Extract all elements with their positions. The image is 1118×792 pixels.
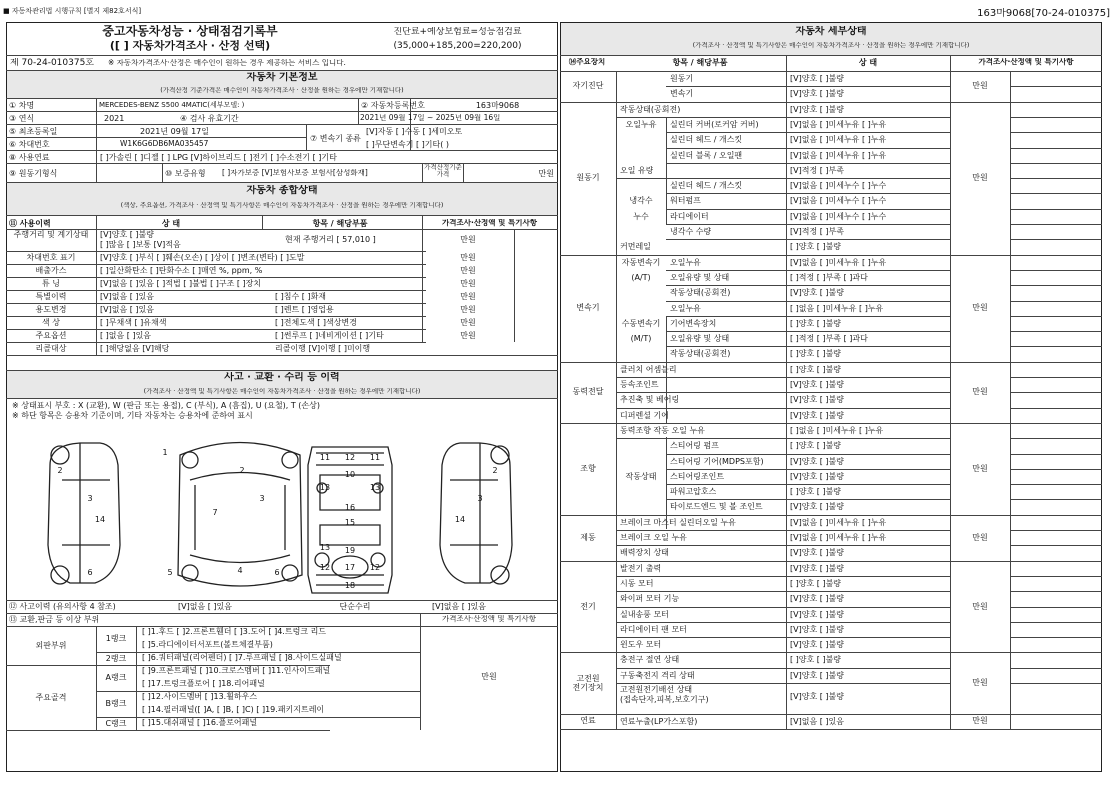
frame-item: [ ]6.쿼터패널(리어펜더) [ ]7.루프패널 [ ]8.사이드실패널 — [142, 653, 342, 662]
detail-status: [V]없음 [ ]미세누유 [ ]누유 — [790, 517, 887, 527]
detail-group-name: 원동기 — [576, 173, 600, 183]
frame-rank: C랭크 — [105, 718, 127, 728]
detail-group-name: 고전원 전기장치 — [572, 674, 604, 693]
detail-status: [ ]양호 [ ]불량 — [790, 578, 842, 588]
detail-item: 윈도우 모터 — [620, 640, 662, 650]
total-row-price: 만원 — [460, 266, 476, 275]
diagram-part-label: 12 — [319, 563, 331, 572]
detail-group-name: 동력전달 — [572, 387, 604, 397]
detail-item: 브레이크 마스터 실린더오일 누유 — [620, 517, 736, 527]
detail-sub-group: (A/T) — [631, 272, 651, 282]
detail-status: [ ]양호 [ ]불량 — [790, 655, 842, 665]
detail-group-price: 만원 — [972, 678, 988, 687]
total-row-price: 만원 — [460, 331, 476, 340]
diagram-part-label: 12 — [344, 453, 356, 462]
detail-status: [V]없음 [ ]미세누유 [ ]누유 — [790, 119, 887, 129]
total-row-item: [ ]썬루프 [ ]네비게이션 [ ]기타 — [275, 331, 384, 340]
fee-amounts: (35,000+185,200=220,200) — [393, 41, 522, 51]
detail-status: [V]양호 [ ]불량 — [790, 563, 844, 573]
base-price-label: 가격산정기준가격 — [424, 164, 462, 179]
diagram-part-label: 2 — [239, 466, 245, 475]
total-status-title: 자동차 종합상태 — [246, 185, 318, 196]
detail-item: 발전기 출력 — [620, 563, 662, 573]
detail-sub-group: 오일누유 — [625, 119, 657, 129]
total-head-price: 가격조사·산정액 및 특기사항 — [441, 219, 537, 227]
total-row-status-b: [ ]많음 [ ]보통 [V]적음 — [100, 240, 181, 249]
detail-status: [V]양호 [ ]불량 — [790, 502, 844, 512]
diagram-part-label: 11 — [319, 453, 331, 462]
frame-head-label: ⑬ 교환,판금 등 이상 부위 — [9, 615, 100, 624]
diagram-part-label: 15 — [344, 518, 356, 527]
first-reg-value: 2021년 09월 17일 — [140, 127, 209, 136]
frame-group-label: 주요골격 — [35, 692, 67, 702]
fee-formula: 진단료+예상보험료=성능점검료 — [393, 27, 522, 37]
detail-sub-group: (M/T) — [630, 334, 652, 344]
detail-item: 동력조향 작동 오일 누유 — [620, 425, 705, 435]
frame-item: [ ]14.필러패널([ ]A, [ ]B, [ ]C) [ ]19.패키지트레이 — [142, 705, 325, 714]
detail-item: 배력장치 상태 — [620, 548, 669, 558]
diagram-part-label: 5 — [167, 568, 173, 577]
model-year-label: ③ 연식 — [9, 114, 35, 123]
detail-status: [V]없음 [ ]미세누유 [ ]누유 — [790, 150, 887, 160]
frame-rank: 2랭크 — [105, 653, 127, 663]
detail-status: [V]양호 [ ]불량 — [790, 395, 844, 405]
detail-group-name: 제동 — [580, 532, 596, 542]
accident-history-label: ⑫ 사고이력 (유의사항 4 참조) — [9, 602, 116, 611]
detail-item: 작동상태(공회전) — [670, 349, 731, 359]
total-row-status: [ ]없음 [ ]있음 — [100, 331, 152, 340]
total-row-status: [V]없음 [ ]있음 [ ]적법 [ ]불법 [ ]구조 [ ]장치 — [100, 279, 262, 288]
frame-price: 만원 — [481, 672, 497, 681]
frame-item: [ ]17.트렁크플로어 [ ]18.리어패널 — [142, 679, 265, 688]
detail-status: [ ]양호 [ ]불량 — [790, 487, 842, 497]
warranty-options: [ ]자가보증 [V]보험사보증 보험사[삼성화재] — [222, 169, 368, 177]
detail-item: 워터펌프 — [670, 196, 701, 206]
total-head-history: ⑪ 사용이력 — [9, 219, 51, 228]
detail-status: [ ]양호 [ ]불량 — [790, 318, 842, 328]
total-row-item: [ ]침수 [ ]화재 — [275, 292, 327, 301]
detail-sub-group: 작동상태 — [625, 471, 657, 481]
detail-status: [V]양호 [ ]불량 — [790, 456, 844, 466]
detail-group-name: 변속기 — [576, 303, 600, 313]
detail-status: [V]양호 [ ]불량 — [790, 104, 844, 114]
detail-head-device: ⑭주요장치 — [568, 58, 606, 66]
base-price-unit: 만원 — [538, 169, 554, 178]
basic-info-title: 자동차 기본정보 — [246, 72, 318, 83]
diagram-part-label: 16 — [344, 503, 356, 512]
total-row-price: 만원 — [460, 253, 476, 262]
total-row-status: [ ]무채색 [ ]유채색 — [100, 318, 167, 327]
car-name-label: ① 차명 — [9, 101, 35, 110]
total-row-item: [ ]렌트 [ ]영업용 — [275, 305, 334, 314]
total-row-label: 주요옵션 — [35, 331, 67, 340]
total-row-label: 주행거리 및 계기상태 — [13, 230, 89, 239]
detail-item: 냉각수 수량 — [670, 227, 712, 236]
detail-item: 오일 유량 — [620, 165, 654, 175]
detail-status: [V]없음 [ ]미세누수 [ ]누수 — [790, 181, 887, 191]
total-row-item: 현재 주행거리 [ 57,010 ] — [285, 235, 376, 244]
detail-item: 커먼레일 — [620, 242, 651, 252]
detail-status: [V]양호 [ ]불량 — [790, 89, 844, 99]
diagram-part-label: 13 — [319, 483, 331, 492]
detail-status: [ ]양호 [ ]불량 — [790, 364, 842, 374]
inspection-period-value: 2021년 09월 17일 ~ 2025년 09월 16일 — [360, 114, 501, 122]
detail-head-status: 상 태 — [858, 58, 878, 67]
detail-item: 작동상태(공회전) — [620, 104, 681, 114]
detail-status: [V]적정 [ ]부족 — [790, 165, 844, 175]
total-row-status: [ ]해당없음 [V]해당 — [100, 344, 170, 353]
total-row-price: 만원 — [460, 279, 476, 288]
diagram-part-label: 10 — [344, 470, 356, 479]
detail-status: [V]양호 [ ]불량 — [790, 640, 844, 650]
detail-item: 실린더 헤드 / 개스킷 — [670, 181, 743, 191]
form-subtitle: ([ ] 자동차가격조사 · 산정 선택) — [109, 40, 271, 52]
total-row-label: 차대번호 표기 — [26, 253, 76, 262]
detail-item: 파워고압호스 — [670, 487, 717, 497]
basic-info-subtitle: (가격산정 기준가격은 매수인이 자동차가격조사 · 산정을 원하는 경우에만 기재합니다) — [160, 87, 404, 94]
diagram-part-label: 2 — [57, 466, 63, 475]
frame-rank: B랭크 — [105, 699, 127, 708]
detail-item: 라디에이터 팬 모터 — [620, 624, 687, 634]
detail-item: 실린더 헤드 / 개스킷 — [670, 135, 743, 145]
diagram-part-label: 1 — [162, 448, 168, 457]
accident-subtitle: (가격조사 · 산정액 및 특기사항은 매수인이 자동차가격조사 · 산정을 원하는 경우에만 기재합니다) — [143, 388, 421, 395]
frame-rank: A랭크 — [105, 673, 127, 682]
detail-status: [ ]적정 [ ]부족 [ ]과다 — [790, 334, 868, 344]
detail-item: 고전원전기배선 상태 (접속단자,피복,보호기구) — [620, 685, 709, 704]
accident-note-1: ※ 상태표시 부호 : X (교환), W (판금 또는 용접), C (부식), A (흠집), U (요철), T (손상) — [12, 401, 321, 410]
total-status-subtitle: (색상, 주요옵션, 가격조사 · 산정액 및 특기사항은 매수인이 자동차가격조사 · 산정을 원하는 경우에만 기재합니다) — [120, 202, 444, 209]
detail-sub-group: 누수 — [633, 211, 649, 221]
diagram-part-label: 4 — [237, 566, 243, 575]
car-body-diagram — [40, 425, 520, 600]
detail-group-price: 만원 — [972, 303, 988, 313]
detail-status: [ ]없음 [ ]미세누유 [ ]누유 — [790, 303, 884, 313]
detail-status: [V]양호 [ ]불량 — [790, 410, 844, 420]
detail-item: 변속기 — [670, 89, 694, 99]
diagram-part-label: 14 — [94, 515, 106, 524]
frame-item: [ ]5.라디에이터서포트(볼트체결부품) — [142, 640, 273, 649]
transmission-options-b: [ ]무단변속기 [ ]기타( ) — [366, 140, 449, 149]
detail-status: [V]없음 [ ]미세누유 [ ]누유 — [790, 257, 887, 267]
diagram-part-label: 18 — [344, 581, 356, 590]
detail-group-price: 만원 — [972, 463, 988, 473]
diagram-part-label: 2 — [492, 466, 498, 475]
total-row-status: [V]없음 [ ]있음 — [100, 305, 154, 314]
detail-sub-group: 자동변속기 — [621, 257, 661, 267]
detail-status: [ ]적정 [ ]부족 [ ]과다 — [790, 272, 868, 282]
document-note: ※ 자동차가격조사·산정은 매수인이 원하는 경우 제공하는 서비스 입니다. — [108, 59, 346, 67]
detail-status: [V]없음 [ ]미세누수 [ ]누수 — [790, 211, 887, 221]
diagram-part-label: 7 — [212, 508, 218, 517]
detail-item: 스티어링조인트 — [670, 471, 725, 481]
detail-item: 실린더 블록 / 오일팬 — [670, 150, 743, 160]
accident-history-status: [V]없음 [ ]있음 — [178, 602, 232, 611]
detail-status: [V]없음 [ ]미세누유 [ ]누유 — [790, 135, 887, 145]
detail-group-name: 전기 — [580, 601, 596, 611]
diagram-part-label: 3 — [477, 494, 483, 503]
detail-status: [V]적정 [ ]부족 — [790, 227, 844, 236]
detail-item: 클러치 어셈블리 — [620, 364, 677, 374]
fuel-label: ⑧ 사용연료 — [9, 153, 50, 162]
detail-head-price: 가격조사·산정액 및 특기사항 — [978, 58, 1074, 66]
detail-item: 라디에이터 — [670, 211, 709, 221]
vin-value: W1K6G6DB6MA035457 — [120, 140, 209, 148]
diagram-part-label: 11 — [369, 453, 381, 462]
detail-status: [V]양호 [ ]불량 — [790, 609, 844, 619]
total-row-status: [V]양호 [ ]불량 — [100, 230, 154, 239]
detail-item: 디퍼렌셜 기어 — [620, 410, 669, 420]
detail-item: 실내송풍 모터 — [620, 609, 669, 619]
detail-status: [V]양호 [ ]불량 — [790, 594, 844, 604]
detail-status: [V]양호 [ ]불량 — [790, 288, 844, 298]
diagram-part-label: 6 — [87, 568, 93, 577]
detail-status: [V]없음 [ ]미세누수 [ ]누수 — [790, 196, 887, 206]
diagram-part-label: 3 — [87, 494, 93, 503]
transmission-label: ⑦ 변속기 종류 — [310, 134, 361, 143]
detail-status: [V]양호 [ ]불량 — [790, 548, 844, 558]
detail-status-title: 자동차 세부상태 — [795, 26, 867, 37]
detail-item: 와이퍼 모터 기능 — [620, 594, 680, 604]
detail-item: 기어변속장치 — [670, 318, 717, 328]
detail-sub-group: 수동변속기 — [621, 318, 661, 328]
detail-status: [ ]양호 [ ]불량 — [790, 349, 842, 359]
model-year-value: 2021 — [104, 114, 125, 123]
total-row-item: [ ]전체도색 [ ]색상변경 — [275, 318, 357, 327]
engine-type-label: ⑨ 원동기형식 — [9, 169, 58, 178]
fuel-options: [ ]가솔린 [ ]디젤 [ ] LPG [V]하이브리드 [ ]전기 [ ]수소전기 [ ]기타 — [100, 153, 337, 162]
detail-status: [V]양호 [ ]불량 — [790, 670, 844, 680]
detail-item: 추진축 및 베어링 — [620, 395, 680, 405]
car-name-value: MERCEDES-BENZ S500 4MATIC(세부모델: ) — [99, 101, 245, 109]
frame-group-label: 외판부위 — [35, 640, 67, 650]
detail-item: 시동 모터 — [620, 578, 654, 588]
detail-group-name: 조향 — [580, 463, 596, 473]
detail-group-price: 만원 — [972, 81, 988, 91]
total-row-status: [V]양호 [ ]부식 [ ]훼손(오손) [ ]상이 [ ]변조(변타) [ ]도말 — [100, 253, 305, 262]
detail-item: 오일유량 및 상태 — [670, 334, 730, 344]
detail-item: 작동상태(공회전) — [670, 288, 731, 298]
detail-status: [ ]없음 [ ]미세누유 [ ]누유 — [790, 425, 884, 435]
detail-item: 브레이크 오일 누유 — [620, 533, 687, 542]
frame-head-price: 가격조사·산정액 및 특기사항 — [441, 615, 537, 623]
detail-group-price: 만원 — [972, 387, 988, 397]
document-number: 제 70-24-010375호 — [10, 58, 95, 68]
reg-number-value: 163마9068 — [475, 101, 520, 110]
total-row-price: 만원 — [460, 235, 476, 244]
detail-item: 오일누유 — [670, 257, 701, 267]
detail-status: [V]없음 [ ]있음 — [790, 716, 844, 726]
frame-rank: 1랭크 — [105, 634, 127, 643]
diagram-part-label: 17 — [344, 563, 356, 572]
total-head-item: 항목 / 해당부품 — [312, 219, 368, 228]
total-row-status: [ ]일산화탄소 [ ]탄화수소 [ ]매연 %, ppm, % — [100, 266, 263, 275]
inspection-period-label: ④ 검사 유효기간 — [180, 114, 239, 123]
detail-status-subtitle: (가격조사 · 산정액 및 특기사항은 매수인이 자동차가격조사 · 산정을 원하는 경우에만 기재합니다) — [692, 42, 970, 49]
diagram-part-label: 12 — [369, 563, 381, 572]
first-reg-label: ⑤ 최초등록일 — [9, 127, 58, 136]
diagram-part-label: 6 — [274, 568, 280, 577]
total-row-label: 특별이력 — [35, 292, 67, 301]
detail-group-name: 자기진단 — [572, 81, 604, 91]
total-row-label: 리콜대상 — [35, 344, 67, 353]
detail-group-price: 만원 — [972, 601, 988, 611]
total-row-label: 튜 닝 — [42, 279, 60, 288]
detail-item: 등속조인트 — [620, 380, 659, 389]
total-row-label: 색 상 — [42, 318, 60, 327]
detail-item: 원동기 — [670, 74, 694, 83]
detail-status: [ ]양호 [ ]불량 — [790, 242, 842, 252]
total-row-item: 리콜이행 [V]이행 [ ]미이행 — [275, 344, 371, 353]
total-head-status: 상 태 — [161, 219, 181, 228]
detail-item: 실린더 커버(로커암 커버) — [670, 119, 759, 129]
detail-group-price: 만원 — [972, 716, 988, 726]
detail-status: [V]양호 [ ]불량 — [790, 624, 844, 634]
diagram-part-label: 13 — [319, 543, 331, 552]
transmission-options-a: [V]자동 [ ]수동 [ ]세미오토 — [366, 127, 463, 136]
detail-item: 오일누유 — [670, 303, 701, 313]
frame-item: [ ]15.대쉬패널 [ ]16.플로어패널 — [142, 718, 258, 727]
document-code: 163마9068[70-24-010375] — [977, 8, 1110, 19]
frame-item: [ ]12.사이드멤버 [ ]13.휠하우스 — [142, 692, 258, 701]
detail-status: [V]양호 [ ]불량 — [790, 74, 844, 83]
diagram-part-label: 14 — [454, 515, 466, 524]
detail-item: 오일유량 및 상태 — [670, 272, 730, 282]
detail-status: [V]없음 [ ]미세누유 [ ]누유 — [790, 533, 887, 542]
total-row-status: [V]없음 [ ]있음 — [100, 292, 154, 301]
simple-repair-label: 단순수리 — [339, 602, 371, 611]
total-row-price: 만원 — [460, 292, 476, 301]
detail-group-price: 만원 — [972, 173, 988, 183]
form-reference: ■ 자동차관리법 시행규칙 [별지 제82호서식] — [3, 7, 142, 15]
reg-number-label: ② 자동차등록번호 — [361, 101, 425, 110]
detail-status: [V]양호 [ ]불량 — [790, 380, 844, 389]
detail-group-name: 연료 — [580, 716, 596, 726]
warranty-label: ⑩ 보증유형 — [165, 169, 206, 178]
detail-item: 스티어링 기어(MDPS포함) — [670, 456, 764, 466]
total-row-label: 배출가스 — [35, 266, 67, 275]
vin-label: ⑥ 차대번호 — [9, 140, 50, 149]
detail-head-item: 항목 / 해당부품 — [672, 58, 728, 67]
detail-item: 타이로드엔드 및 볼 조인트 — [670, 502, 763, 512]
detail-group-price: 만원 — [972, 532, 988, 542]
diagram-part-label: 13 — [369, 483, 381, 492]
total-row-price: 만원 — [460, 318, 476, 327]
detail-status: [V]양호 [ ]불량 — [790, 471, 844, 481]
detail-status: [ ]양호 [ ]불량 — [790, 441, 842, 451]
detail-item: 스티어링 펌프 — [670, 441, 719, 451]
total-row-price: 만원 — [460, 305, 476, 314]
total-row-label: 용도변경 — [35, 305, 67, 314]
frame-item: [ ]9.프론트패널 [ ]10.크로스멤버 [ ]11.인사이드패널 — [142, 666, 331, 675]
detail-sub-group: 냉각수 — [629, 196, 653, 206]
detail-item: 구동축전지 격리 상태 — [620, 670, 695, 680]
detail-status: [V]양호 [ ]불량 — [790, 692, 844, 701]
accident-note-2: ※ 하단 항목은 승용차 기준이며, 기타 자동차는 승용차에 준하여 표시 — [12, 411, 253, 420]
simple-repair-status: [V]없음 [ ]있음 — [432, 602, 486, 611]
diagram-part-label: 19 — [344, 546, 356, 555]
accident-title: 사고 · 교환 · 수리 등 이력 — [224, 372, 340, 383]
frame-item: [ ]1.후드 [ ]2.프론트휀더 [ ]3.도어 [ ]4.트렁크 리드 — [142, 627, 327, 636]
diagram-part-label: 3 — [259, 494, 265, 503]
detail-item: 충전구 절연 상태 — [620, 655, 680, 665]
form-title: 중고자동차성능 · 상태점검기록부 — [102, 25, 278, 38]
detail-item: 연료누출(LP가스포함) — [620, 716, 698, 726]
